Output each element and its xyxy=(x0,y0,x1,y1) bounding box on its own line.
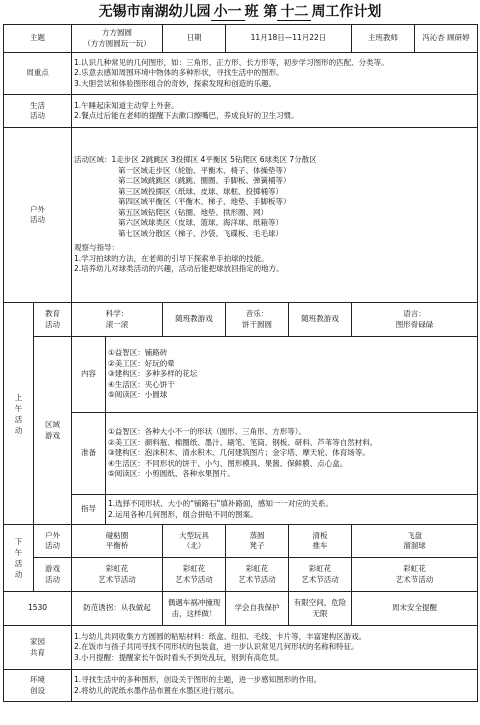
edu-activity-mode: 随班教游戏 xyxy=(163,303,226,337)
observation-title: 观察与指导： xyxy=(74,243,119,253)
afternoon-play-item: 彩虹花 艺术节活动 xyxy=(226,558,289,592)
area-guide-row xyxy=(4,495,478,525)
afternoon-play-label: 游戏 活动 xyxy=(34,558,72,592)
environment-creation: 1.寻找生活中的多种图形，创设关于图形的主题，进一步感知图形的作用。 2.将幼儿的泥纸水墨作品布置在水墨区进行展示。 xyxy=(72,670,478,702)
safety-row xyxy=(4,592,478,626)
outdoor-zone: 第四区域平衡区（平衡木、梯子、地垫、手脚板等） xyxy=(118,197,291,207)
afternoon-play-item: 彩虹花 艺术节活动 xyxy=(289,558,352,592)
afternoon-play-item: 彩虹花 艺术节活动 xyxy=(163,558,226,592)
family-label: 家园 共育 xyxy=(4,626,72,670)
outdoor-zone: 第二区域跳跳区（跳跳、圈圈、手脚板、弹簧桶等） xyxy=(118,176,291,186)
area-prep: ①益智区：各种大小不一的形状（圆形、三角形、方形等）。 ②美工区：颜料瓶、棉圈纸、墨汁、刷笔、笔筒、钢板、研料、芦苇等自然材料。 ③建构区：泡沫积木、清水积木、几何建筑图片；金字塔、摩天轮、体育场等。 ④生活区：不同形状的饼干、小勺、图形模具、果酱、保鲜膜、点心盒。 ⑤阅读区：小剪圆纸、各种水果图片。 xyxy=(106,413,478,495)
environment-label: 环境 创设 xyxy=(4,670,72,702)
weekly-goals-row xyxy=(4,53,478,95)
edu-activity-label: 教育 活动 xyxy=(34,303,72,337)
safety-item: 周末安全提醒 xyxy=(352,592,478,626)
edu-activity-row xyxy=(4,303,478,337)
safety-item: 有限空间，危险无限 xyxy=(289,592,352,626)
observation-item: 2.培养幼儿对球类活动的兴趣，活动后能把球放回指定的地方。 xyxy=(74,264,284,274)
safety-label: 1530 xyxy=(4,592,72,626)
life-activity-row xyxy=(4,95,478,128)
title-mid: 班 第 xyxy=(244,4,278,20)
date-label: 日期 xyxy=(163,25,226,53)
outdoor-zone: 第一区域走步区（轮胎、平衡木、椅子、体操垫等） xyxy=(118,165,291,175)
teacher-label: 主班教师 xyxy=(352,25,415,53)
afternoon-outdoor-row xyxy=(4,525,478,558)
edu-activity-music: 音乐： 饼干圆圆 xyxy=(226,303,289,337)
weekly-plan-table xyxy=(3,24,478,702)
edu-activity-language: 语言： 图形骨碌碌 xyxy=(352,303,478,337)
week-number: 十二 xyxy=(277,5,311,21)
outdoor-zone: 第五区域钻爬区（钻圈、地垫、拱形圈、网） xyxy=(118,207,268,217)
content-label: 内容 xyxy=(72,337,106,413)
area-guide: 1.选择不同形状、大小的“铺路石”填补路面，感知一一对应的关系。 2.运用各种几何图形，组合拼贴不同的图案。 xyxy=(106,495,478,525)
date-value: 11月18日—11月22日 xyxy=(226,25,352,53)
area-prep-row xyxy=(4,413,478,495)
title-suffix: 周工作计划 xyxy=(311,4,382,20)
morning-label: 上 午 活 动 xyxy=(4,303,34,525)
afternoon-play-item: 彩虹花 艺术节活动 xyxy=(72,558,163,592)
area-game-label: 区域 游戏 xyxy=(34,337,72,525)
safety-item: 防范诱拐：从我做起 xyxy=(72,592,163,626)
safety-item: 学会自我保护 xyxy=(226,592,289,626)
teacher-value: 冯沁杏 顾研婷 xyxy=(415,25,478,53)
outdoor-zones-intro: 活动区域：1走步区 2跳跳区 3投掷区 4平衡区 5钻爬区 6球类区 7分散区 xyxy=(74,155,317,165)
afternoon-outdoor-item: 蒸圆 凳子 xyxy=(226,525,289,558)
weekly-goals: 1.认识几种常见的几何图形，如：三角形、正方形、长方形等，初步学习图形的匹配、分类等。 2.乐意去感知周围环境中物体的多种形状，寻找生活中的图形。 3.大胆尝试和体验图形组合的奇妙，探索发现和创造的乐趣。 xyxy=(72,53,478,95)
area-content: ①益智区：铺路砖 ②美工区：好玩的晕 ③建构区：多种多样的花坛 ④生活区：夹心饼干 ⑤阅读区：小圆球 xyxy=(106,337,478,413)
theme-label: 主题 xyxy=(4,25,72,53)
afternoon-outdoor-label: 户外 活动 xyxy=(34,525,72,558)
environment-row xyxy=(4,670,478,702)
edu-activity-mode: 随班教游戏 xyxy=(289,303,352,337)
outdoor-activity-label: 户外 活动 xyxy=(4,128,72,303)
area-content-row xyxy=(4,337,478,413)
life-activity-label: 生活 活动 xyxy=(4,95,72,128)
info-row xyxy=(4,25,478,53)
afternoon-outdoor-item: 大型玩具 （北） xyxy=(163,525,226,558)
edu-activity-science: 科学： 滚一滚 xyxy=(72,303,163,337)
page-title xyxy=(0,0,480,24)
life-activity: 1.午睡起床知道主动穿上外套。 2.餐点过后能在老师的提醒下去漱口擦嘴巴，养成良好的卫生习惯。 xyxy=(72,95,478,128)
outdoor-zone: 第六区域球类区（皮球、篮球、海洋球、纸箱等） xyxy=(118,218,283,228)
outdoor-zone: 第三区域投掷区（纸球、皮球、球框、投掷桶等） xyxy=(118,186,283,196)
prep-label: 准备 xyxy=(72,413,106,495)
afternoon-play-item: 彩虹花 艺术节活动 xyxy=(352,558,478,592)
theme-value: 方方圆圆 （方方圆圆玩一玩） xyxy=(72,25,163,53)
observation-item: 1.学习拍球的方法，在老师的引导下探索单手拍球的技能。 xyxy=(74,253,269,263)
family-coeducation: 1.与幼儿共同收集方方圆圆的粘贴材料：纸盒、纽扣、毛线、卡片等，丰富建构区游戏。 2.在饭市与孩子共同寻找不同形状的包装盒，进一步认识常见几何形状的名称和特征。 3.小月提醒：提醒家长午饭时看头不到处乱玩，别到有高危员。 xyxy=(72,626,478,670)
afternoon-outdoor-item: 清板 推车 xyxy=(289,525,352,558)
class-name: 小一 xyxy=(211,5,245,21)
afternoon-label: 下 午 活 动 xyxy=(4,525,34,592)
safety-item: 偶遇车祸冲撞现 击，这样做！ xyxy=(163,592,226,626)
family-row xyxy=(4,626,478,670)
guide-label: 指导 xyxy=(72,495,106,525)
kindergarten-name: 无锡市南湖幼儿园 xyxy=(98,4,211,20)
outdoor-zone: 第七区域分散区（梯子、沙袋、飞碟板、毛毛球） xyxy=(118,228,283,238)
outdoor-activity xyxy=(72,128,478,303)
outdoor-activity-row xyxy=(4,128,478,303)
weekly-goals-label: 周重点 xyxy=(4,53,72,95)
afternoon-outdoor-item: 碰粘圈 平衡桥 xyxy=(72,525,163,558)
afternoon-outdoor-item: 飞盘 溜溜球 xyxy=(352,525,478,558)
afternoon-play-row xyxy=(4,558,478,592)
